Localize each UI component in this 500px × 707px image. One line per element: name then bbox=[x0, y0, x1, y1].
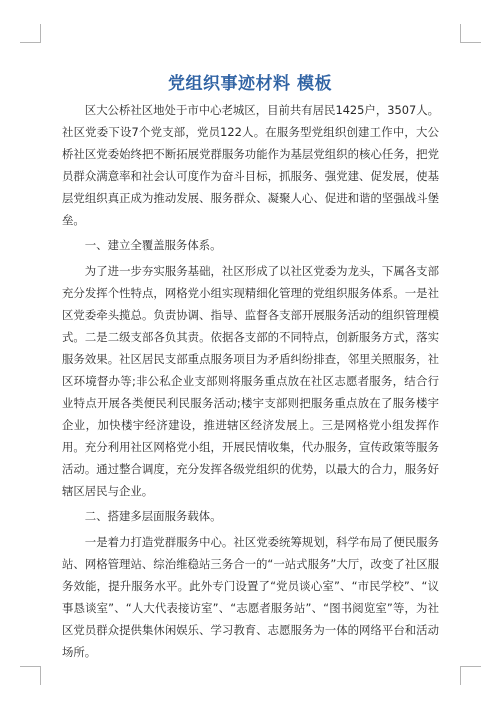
section-2-paragraph: 一是着力打造党群服务中心。社区党委统筹规划，科学布局了便民服务站、网格管理站、综治维稳站三务合一的“一站式服务”大厅，改变了社区服务效能，提升服务水平。此外专门设置了“党员谈心室”、“市民学校”、“议事恳谈室”、“人大代表接访室”、“志愿者服务站”、“图书阅览室”等，为社区党员群众提供集休闲娱乐、学习教育、志愿服务为一体的网络平台和活动场所。 bbox=[62, 535, 439, 659]
intro-paragraph: 区大公桥社区地处于市中心老城区，目前共有居民1425户，3507人。社区党委下设7个党支部，党员122人。在服务型党组织创建工作中，大公桥社区党委始终把不断拓展党群服务功能作为基层党组织的核心任务，把党员群众满意率和社会认可度作为奋斗目标，抓服务、强党建、促发展，使基层党组织真正成为推动发展、服务群众、凝聚人心、促进和谐的坚强战斗堡垒。 bbox=[62, 103, 439, 227]
document-body bbox=[62, 99, 439, 663]
section-1-paragraph: 为了进一步夯实服务基础，社区形成了以社区党委为龙头，下属各支部充分发挥个性特点，网格党小组实现精细化管理的党组织服务体系。一是社区党委牵头揽总。负责协调、指导、监督各支部开展服务活动的组织管理模式。二是二级支部各负其责。依据各支部的不同特点，创新服务方式，落实服务效果。社区居民支部重点服务项目为矛盾纠纷排查，邻里关照服务，社区环境督办等;非公私企业支部则将服务重点放在社区志愿者服务，结合行业特点开展各类便民利民服务活动;楼宇支部则把服务重点放在了服务楼宇企业，加快楼宇经济建设，推进辖区经济发展上。三是网格党小组发挥作用。充分利用社区网格党小组，开展民情收集，代办服务，宣传政策等服务活动。通过整合调度，充分发挥各级党组织的优势，以最大的合力，服务好辖区居民与企业。 bbox=[62, 264, 439, 498]
crop-mark-top-left bbox=[20, 24, 41, 43]
crop-mark-bottom-left bbox=[20, 666, 41, 685]
crop-mark-bottom-right bbox=[460, 666, 481, 685]
document-title: 党组织事迹材料 模板 bbox=[168, 74, 332, 95]
section-heading-2: 二、搭建多层面服务载体。 bbox=[84, 509, 222, 523]
crop-mark-top-right bbox=[460, 24, 481, 43]
section-heading-1: 一、建立全覆盖服务体系。 bbox=[84, 238, 222, 252]
